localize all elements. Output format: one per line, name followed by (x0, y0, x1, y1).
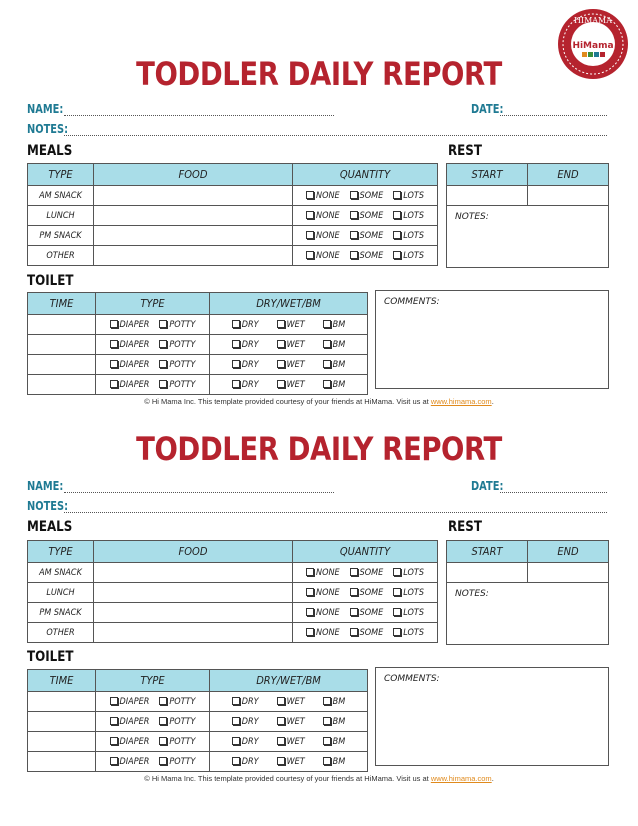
checkbox[interactable] (110, 320, 118, 328)
checkbox[interactable] (159, 717, 167, 725)
meal-type: PM SNACK (28, 226, 94, 246)
checkbox[interactable] (159, 737, 167, 745)
option-none[interactable]: NONE (306, 608, 340, 618)
checkbox[interactable] (159, 360, 167, 368)
meals-header-type: TYPE (28, 541, 94, 563)
toilet-row (28, 335, 368, 355)
notes-label: NOTES: (27, 499, 69, 513)
checkbox[interactable] (393, 628, 401, 636)
option-lots[interactable]: LOTS (393, 608, 424, 618)
rest-start-field[interactable] (447, 186, 528, 206)
option-some[interactable]: SOME (350, 211, 384, 221)
option-none[interactable]: NONE (306, 568, 340, 578)
option-wet[interactable]: WET (277, 340, 305, 350)
meals-table (27, 540, 438, 643)
option-diaper[interactable]: DIAPER (110, 320, 150, 330)
option-potty[interactable]: POTTY (159, 360, 195, 370)
checkbox[interactable] (232, 360, 240, 368)
logo-top-text: HIMAMA (573, 16, 613, 25)
dwb-options (210, 335, 368, 355)
checkbox[interactable] (393, 588, 401, 596)
rest-header-end: END (528, 541, 609, 563)
checkbox[interactable] (306, 251, 314, 259)
option-dry[interactable]: DRY (232, 737, 259, 747)
rest-table (446, 163, 609, 206)
type-options (96, 335, 210, 355)
checkbox[interactable] (277, 360, 285, 368)
option-wet[interactable]: WET (277, 757, 305, 767)
option-none[interactable]: NONE (306, 211, 340, 221)
meals-header-quantity: QUANTITY (293, 164, 438, 186)
toilet-row (28, 712, 368, 732)
option-potty[interactable]: POTTY (159, 340, 195, 350)
quantity-options (293, 206, 438, 226)
option-potty[interactable]: POTTY (159, 320, 195, 330)
option-none[interactable]: NONE (306, 628, 340, 638)
option-bm[interactable]: BM (323, 340, 346, 350)
option-potty[interactable]: POTTY (159, 697, 195, 707)
option-wet[interactable]: WET (277, 320, 305, 330)
checkbox[interactable] (306, 628, 314, 636)
checkbox[interactable] (393, 191, 401, 199)
checkbox[interactable] (110, 737, 118, 745)
dwb-options (210, 732, 368, 752)
quantity-options (293, 583, 438, 603)
meal-row-am-snack (28, 563, 438, 583)
food-field[interactable] (94, 623, 293, 643)
rest-heading: REST (448, 519, 482, 535)
toilet-heading: TOILET (27, 649, 74, 665)
checkbox[interactable] (232, 737, 240, 745)
name-label: NAME: (27, 102, 64, 116)
comments-label: COMMENTS: (384, 297, 440, 307)
comments-box[interactable] (375, 667, 609, 766)
logo-center-text: HiMama (572, 41, 614, 51)
report-2 (0, 377, 638, 783)
option-lots[interactable]: LOTS (393, 211, 424, 221)
dwb-options (210, 355, 368, 375)
date-field[interactable] (500, 492, 607, 493)
option-diaper[interactable]: DIAPER (110, 340, 150, 350)
meal-row-other (28, 623, 438, 643)
option-lots[interactable]: LOTS (393, 251, 424, 261)
checkbox[interactable] (350, 588, 358, 596)
option-diaper[interactable]: DIAPER (110, 360, 150, 370)
meal-row-lunch (28, 583, 438, 603)
name-field[interactable] (64, 115, 334, 116)
option-none[interactable]: NONE (306, 251, 340, 261)
option-lots[interactable]: LOTS (393, 588, 424, 598)
checkbox[interactable] (393, 251, 401, 259)
checkbox[interactable] (277, 737, 285, 745)
rest-header-end: END (528, 164, 609, 186)
checkbox[interactable] (323, 320, 331, 328)
quantity-options (293, 246, 438, 266)
dwb-options (210, 692, 368, 712)
date-label: DATE: (471, 479, 504, 493)
checkbox[interactable] (159, 757, 167, 765)
option-potty[interactable]: POTTY (159, 757, 195, 767)
checkbox[interactable] (350, 628, 358, 636)
checkbox[interactable] (159, 697, 167, 705)
type-options (96, 315, 210, 335)
checkbox[interactable] (232, 697, 240, 705)
meals-heading: MEALS (27, 519, 73, 535)
option-lots[interactable]: LOTS (393, 568, 424, 578)
name-label: NAME: (27, 479, 64, 493)
himama-link[interactable]: www.himama.com (430, 397, 492, 406)
food-field[interactable] (94, 206, 293, 226)
food-field[interactable] (94, 603, 293, 623)
option-some[interactable]: SOME (350, 568, 384, 578)
checkbox[interactable] (110, 340, 118, 348)
option-dry[interactable]: DRY (232, 360, 259, 370)
meals-header-food: FOOD (94, 541, 293, 563)
checkbox[interactable] (232, 757, 240, 765)
toilet-header-type: TYPE (96, 293, 210, 315)
option-diaper[interactable]: DIAPER (110, 757, 150, 767)
quantity-options (293, 623, 438, 643)
option-wet[interactable]: WET (277, 360, 305, 370)
option-lots[interactable]: LOTS (393, 191, 424, 201)
date-label: DATE: (471, 102, 504, 116)
option-wet[interactable]: WET (277, 717, 305, 727)
meal-row-other (28, 246, 438, 266)
option-dry[interactable]: DRY (232, 320, 259, 330)
checkbox[interactable] (306, 588, 314, 596)
meal-type: OTHER (28, 246, 94, 266)
toilet-header-time: TIME (28, 670, 96, 692)
checkbox[interactable] (350, 251, 358, 259)
meal-row-pm-snack (28, 226, 438, 246)
checkbox[interactable] (159, 320, 167, 328)
quantity-options (293, 186, 438, 206)
option-some[interactable]: SOME (350, 191, 384, 201)
option-bm[interactable]: BM (323, 697, 346, 707)
checkbox[interactable] (393, 568, 401, 576)
checkbox[interactable] (323, 757, 331, 765)
type-options (96, 732, 210, 752)
checkbox[interactable] (323, 360, 331, 368)
option-potty[interactable]: POTTY (159, 737, 195, 747)
footer-text: © Hi Mama Inc. This template provided courtesy of your friends at HiMama. Visit us at (144, 774, 431, 783)
checkbox[interactable] (277, 697, 285, 705)
toilet-row (28, 355, 368, 375)
checkbox[interactable] (306, 568, 314, 576)
checkbox[interactable] (277, 717, 285, 725)
checkbox[interactable] (232, 717, 240, 725)
meal-row-pm-snack (28, 603, 438, 623)
food-field[interactable] (94, 246, 293, 266)
rest-notes-box[interactable] (446, 582, 609, 645)
option-lots[interactable]: LOTS (393, 231, 424, 241)
toilet-header-dwb: DRY/WET/BM (210, 293, 368, 315)
option-some[interactable]: SOME (350, 231, 384, 241)
time-field[interactable] (28, 335, 96, 355)
checkbox[interactable] (350, 608, 358, 616)
footer: © Hi Mama Inc. This template provided courtesy of your friends at HiMama. Visit us at www.himama.com. (144, 774, 494, 783)
option-bm[interactable]: BM (323, 380, 346, 390)
meal-type: AM SNACK (28, 563, 94, 583)
notes-field[interactable] (64, 512, 607, 513)
option-none[interactable]: NONE (306, 588, 340, 598)
time-field[interactable] (28, 732, 96, 752)
quantity-options (293, 226, 438, 246)
rest-table (446, 540, 609, 583)
option-diaper[interactable]: DIAPER (110, 380, 150, 390)
time-field[interactable] (28, 752, 96, 772)
option-bm[interactable]: BM (323, 717, 346, 727)
meal-type: LUNCH (28, 206, 94, 226)
toilet-row (28, 315, 368, 335)
toilet-header-dwb: DRY/WET/BM (210, 670, 368, 692)
option-dry[interactable]: DRY (232, 697, 259, 707)
type-options (96, 712, 210, 732)
time-field[interactable] (28, 315, 96, 335)
himama-link[interactable]: www.himama.com (430, 774, 492, 783)
checkbox[interactable] (110, 757, 118, 765)
option-diaper[interactable]: DIAPER (110, 737, 150, 747)
option-bm[interactable]: BM (323, 320, 346, 330)
meals-table (27, 163, 438, 266)
rest-notes-label: NOTES: (455, 589, 489, 599)
meal-type: AM SNACK (28, 186, 94, 206)
comments-box[interactable] (375, 290, 609, 389)
rest-end-field[interactable] (528, 563, 609, 583)
meal-row-lunch (28, 206, 438, 226)
food-field[interactable] (94, 226, 293, 246)
toilet-row (28, 732, 368, 752)
checkbox[interactable] (277, 757, 285, 765)
rest-start-field[interactable] (447, 563, 528, 583)
checkbox[interactable] (350, 568, 358, 576)
toilet-heading: TOILET (27, 273, 74, 289)
time-field[interactable] (28, 692, 96, 712)
checkbox[interactable] (350, 191, 358, 199)
checkbox[interactable] (323, 697, 331, 705)
rest-notes-label: NOTES: (455, 212, 489, 222)
option-dry[interactable]: DRY (232, 717, 259, 727)
toilet-row (28, 752, 368, 772)
checkbox[interactable] (393, 231, 401, 239)
checkbox[interactable] (277, 340, 285, 348)
meal-row-am-snack (28, 186, 438, 206)
footer: © Hi Mama Inc. This template provided courtesy of your friends at HiMama. Visit us at www.himama.com. (144, 397, 494, 406)
checkbox[interactable] (232, 320, 240, 328)
date-field[interactable] (500, 115, 607, 116)
checkbox[interactable] (306, 191, 314, 199)
food-field[interactable] (94, 583, 293, 603)
rest-end-field[interactable] (528, 186, 609, 206)
meals-header-food: FOOD (94, 164, 293, 186)
food-field[interactable] (94, 186, 293, 206)
checkbox[interactable] (393, 211, 401, 219)
option-dry[interactable]: DRY (232, 340, 259, 350)
toilet-header-time: TIME (28, 293, 96, 315)
checkbox[interactable] (393, 608, 401, 616)
checkbox[interactable] (110, 360, 118, 368)
notes-label: NOTES: (27, 122, 69, 136)
checkbox[interactable] (323, 737, 331, 745)
option-some[interactable]: SOME (350, 588, 384, 598)
checkbox[interactable] (350, 231, 358, 239)
checkbox[interactable] (110, 697, 118, 705)
dwb-options (210, 315, 368, 335)
option-lots[interactable]: LOTS (393, 628, 424, 638)
checkbox[interactable] (159, 340, 167, 348)
option-wet[interactable]: WET (277, 380, 305, 390)
notes-field[interactable] (64, 135, 607, 136)
report-title: TODDLER DAILY REPORT (136, 55, 502, 93)
name-field[interactable] (64, 492, 334, 493)
option-bm[interactable]: BM (323, 737, 346, 747)
option-potty[interactable]: POTTY (159, 717, 195, 727)
option-bm[interactable]: BM (323, 360, 346, 370)
checkbox[interactable] (350, 211, 358, 219)
report-1 (0, 0, 638, 406)
meal-type: LUNCH (28, 583, 94, 603)
time-field[interactable] (28, 712, 96, 732)
toilet-row (28, 692, 368, 712)
meals-header-quantity: QUANTITY (293, 541, 438, 563)
food-field[interactable] (94, 563, 293, 583)
dwb-options (210, 752, 368, 772)
option-bm[interactable]: BM (323, 757, 346, 767)
report-title: TODDLER DAILY REPORT (136, 430, 502, 468)
checkbox[interactable] (110, 717, 118, 725)
option-some[interactable]: SOME (350, 628, 384, 638)
option-dry[interactable]: DRY (232, 757, 259, 767)
option-wet[interactable]: WET (277, 737, 305, 747)
type-options (96, 752, 210, 772)
rest-heading: REST (448, 143, 482, 159)
option-none[interactable]: NONE (306, 231, 340, 241)
meal-type: OTHER (28, 623, 94, 643)
checkbox[interactable] (277, 320, 285, 328)
checkbox[interactable] (306, 211, 314, 219)
option-dry[interactable]: DRY (232, 380, 259, 390)
option-some[interactable]: SOME (350, 608, 384, 618)
time-field[interactable] (28, 355, 96, 375)
dwb-options (210, 712, 368, 732)
option-some[interactable]: SOME (350, 251, 384, 261)
option-diaper[interactable]: DIAPER (110, 717, 150, 727)
meals-heading: MEALS (27, 143, 73, 159)
checkbox[interactable] (306, 231, 314, 239)
quantity-options (293, 603, 438, 623)
checkbox[interactable] (323, 340, 331, 348)
comments-label: COMMENTS: (384, 674, 440, 684)
type-options (96, 355, 210, 375)
checkbox[interactable] (232, 340, 240, 348)
rest-header-start: START (447, 164, 528, 186)
toilet-header-type: TYPE (96, 670, 210, 692)
rest-notes-box[interactable] (446, 205, 609, 268)
option-potty[interactable]: POTTY (159, 380, 195, 390)
option-diaper[interactable]: DIAPER (110, 697, 150, 707)
quantity-options (293, 563, 438, 583)
type-options (96, 692, 210, 712)
meals-header-type: TYPE (28, 164, 94, 186)
checkbox[interactable] (323, 717, 331, 725)
option-none[interactable]: NONE (306, 191, 340, 201)
checkbox[interactable] (306, 608, 314, 616)
meal-type: PM SNACK (28, 603, 94, 623)
footer-text: © Hi Mama Inc. This template provided courtesy of your friends at HiMama. Visit us at (144, 397, 431, 406)
rest-header-start: START (447, 541, 528, 563)
option-wet[interactable]: WET (277, 697, 305, 707)
toilet-table (27, 669, 368, 772)
